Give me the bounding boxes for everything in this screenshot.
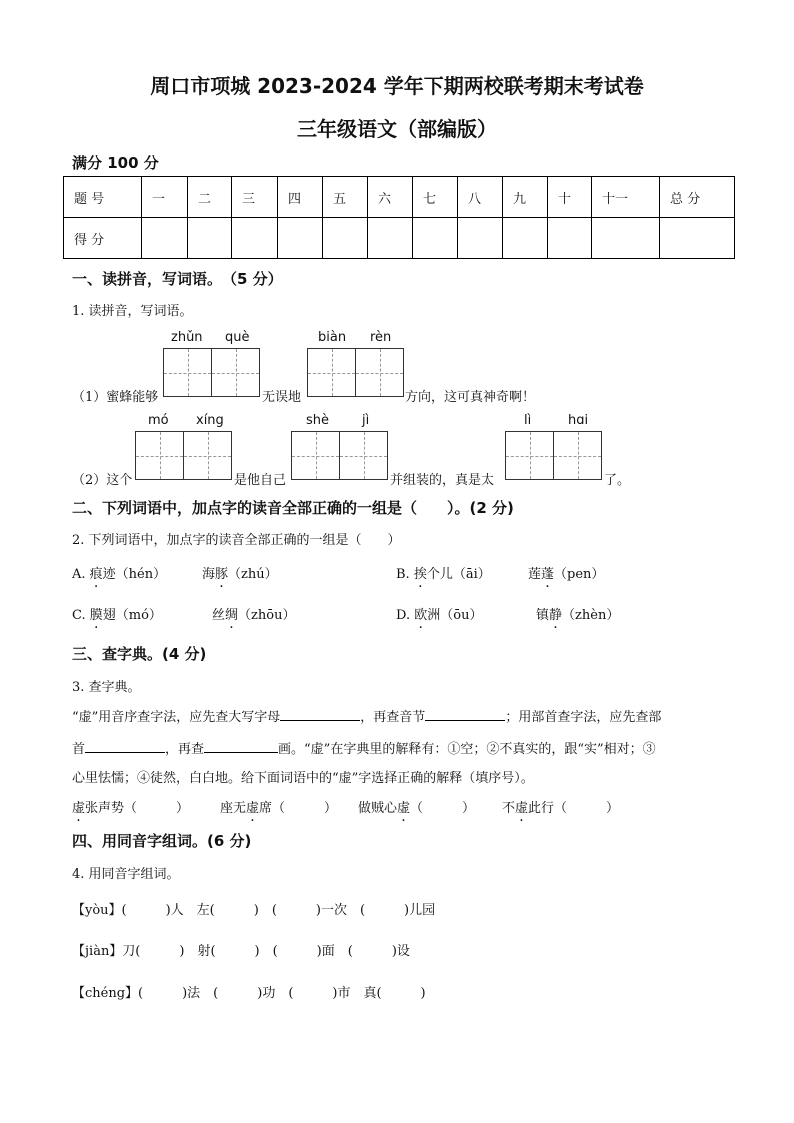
section-1-heading: 一、读拼音，写词语。 （5 分） (72, 270, 283, 288)
sentence-2-part: 是他自己 (234, 473, 287, 488)
homophone-line-jian[interactable]: 【jiàn】刀( ) 射( ) ( )面 ( )设 (72, 944, 410, 959)
paragraph-line-3: 心里怯懦；④徒然，白白地。给下面词语中的“虚”字选择正确的解释（填序号）。 (72, 771, 534, 786)
dotted-char: 绸 (225, 608, 239, 623)
table-cell: 总 分 (660, 177, 735, 218)
table-cell: 四 (278, 177, 323, 218)
dotted-char: 豚 (215, 567, 229, 582)
score-input-cell[interactable] (458, 218, 503, 259)
question-1: 1. 读拼音，写词语。 (72, 304, 193, 319)
table-cell: 题 号 (64, 177, 142, 218)
pinyin: zhǔn (171, 330, 203, 345)
answer-blank[interactable] (204, 738, 278, 753)
score-table-header-row (64, 177, 735, 218)
score-input-cell[interactable] (188, 218, 232, 259)
dotted-char: 蓬 (541, 567, 555, 582)
score-input-cell[interactable] (548, 218, 592, 259)
table-cell: 八 (458, 177, 503, 218)
answer-blank[interactable] (85, 738, 165, 753)
option-d-word-1[interactable]: D. 欧洲（ōu） (396, 608, 483, 623)
word-item[interactable]: 做贼心虚（ ） (358, 801, 476, 816)
dotted-char: 挨 (413, 567, 427, 582)
tianzige-box-bianren[interactable] (307, 348, 404, 397)
tianzige-box-sheji[interactable] (291, 431, 388, 480)
tianzige-box-zhunque[interactable] (163, 348, 260, 397)
sentence-2-part: 了。 (604, 473, 631, 488)
pinyin: biàn (318, 330, 347, 345)
dotted-char: 虚 (515, 801, 529, 816)
full-score-label: 满分 100 分 (72, 154, 159, 172)
option-b-word-2: 莲蓬（pen） (528, 567, 605, 582)
table-cell: 七 (413, 177, 458, 218)
dotted-char: 膜 (89, 608, 103, 623)
word-item[interactable]: 虚张声势（ ） (72, 801, 190, 816)
exam-title: 周口市项城 2023-2024 学年下期两校联考期末考试卷 (150, 74, 644, 98)
sentence-1-part: 无误地 (262, 390, 302, 405)
sentence-2-part: 并组装的，真是太 (390, 473, 495, 488)
answer-blank[interactable] (280, 706, 360, 721)
option-d-word-2: 镇静（zhèn） (536, 608, 620, 623)
score-table (63, 176, 735, 259)
question-3: 3. 查字典。 (72, 680, 141, 695)
section-2-heading: 二、下列词语中，加点字的读音全部正确的一组是（ ）。(2 分) (72, 499, 514, 517)
dotted-char: 虚 (397, 801, 411, 816)
answer-blank[interactable] (425, 706, 505, 721)
sentence-2-part: （2）这个 (72, 473, 133, 488)
score-input-cell[interactable] (142, 218, 188, 259)
table-cell: 九 (503, 177, 548, 218)
table-cell: 一 (142, 177, 188, 218)
table-cell: 五 (323, 177, 368, 218)
section-3-heading: 三、查字典。(4 分) (72, 645, 207, 663)
word-item[interactable]: 座无虚席（ ） (220, 801, 338, 816)
score-input-cell[interactable] (592, 218, 660, 259)
question-2: 2. 下列词语中，加点字的读音全部正确的一组是（ ） (72, 533, 401, 548)
paragraph-line-1: “虚”用音序查字法，应先查大写字母 ，再查音节 ；用部首查字法，应先查部 (72, 706, 661, 725)
score-input-cell[interactable] (660, 218, 735, 259)
score-input-cell[interactable] (368, 218, 413, 259)
dotted-char: 虚 (72, 801, 86, 816)
option-b-word-1[interactable]: B. 挨个儿（āi） (396, 567, 491, 582)
question-4: 4. 用同音字组词。 (72, 867, 180, 882)
pinyin: què (225, 330, 250, 345)
homophone-line-you[interactable]: 【yòu】( )人 左( ) ( )一次 ( )儿园 (72, 903, 436, 918)
dotted-char: 痕 (89, 567, 103, 582)
option-a-word-2: 海豚（zhú） (202, 567, 278, 582)
paragraph-line-2: 首 ，再查 画。“虚”在字典里的解释有：①空；②不真实的，跟“实”相对；③ (72, 738, 656, 757)
option-c-word-2: 丝绸（zhōu） (212, 608, 296, 623)
table-cell: 六 (368, 177, 413, 218)
pinyin: jì (362, 413, 370, 428)
dotted-char: 静 (549, 608, 563, 623)
pinyin: rèn (370, 330, 392, 345)
tianzige-box-lihai[interactable] (505, 431, 602, 480)
tianzige-box-moxing[interactable] (135, 431, 232, 480)
table-cell: 三 (232, 177, 278, 218)
option-a-word-1[interactable]: A. 痕迹（hén） (72, 567, 167, 582)
table-cell: 十一 (592, 177, 660, 218)
section-4-heading: 四、用同音字组词。(6 分) (72, 832, 252, 850)
homophone-line-cheng[interactable]: 【chéng】( )法 ( )功 ( )市 真( ) (72, 986, 426, 1001)
score-input-cell[interactable] (278, 218, 323, 259)
exam-subtitle: 三年级语文（部编版） (297, 117, 497, 141)
pinyin: xíng (196, 413, 224, 428)
word-item[interactable]: 不虚此行（ ） (502, 801, 620, 816)
pinyin: mó (148, 413, 169, 428)
score-input-cell[interactable] (413, 218, 458, 259)
pinyin: shè (306, 413, 330, 428)
score-input-cell[interactable] (232, 218, 278, 259)
option-c-word-1[interactable]: C. 膜翅（mó） (72, 608, 162, 623)
table-cell: 二 (188, 177, 232, 218)
table-cell: 得 分 (64, 218, 142, 259)
sentence-1-part: 方向，这可真神奇啊！ (405, 390, 536, 405)
pinyin: lì (524, 413, 532, 428)
score-input-cell[interactable] (503, 218, 548, 259)
dotted-char: 虚 (246, 801, 260, 816)
pinyin: hɑi (568, 413, 589, 428)
score-table-score-row (64, 218, 735, 259)
table-cell: 十 (548, 177, 592, 218)
sentence-1-part: （1）蜜蜂能够 (72, 390, 159, 405)
dotted-char: 欧 (414, 608, 428, 623)
score-input-cell[interactable] (323, 218, 368, 259)
